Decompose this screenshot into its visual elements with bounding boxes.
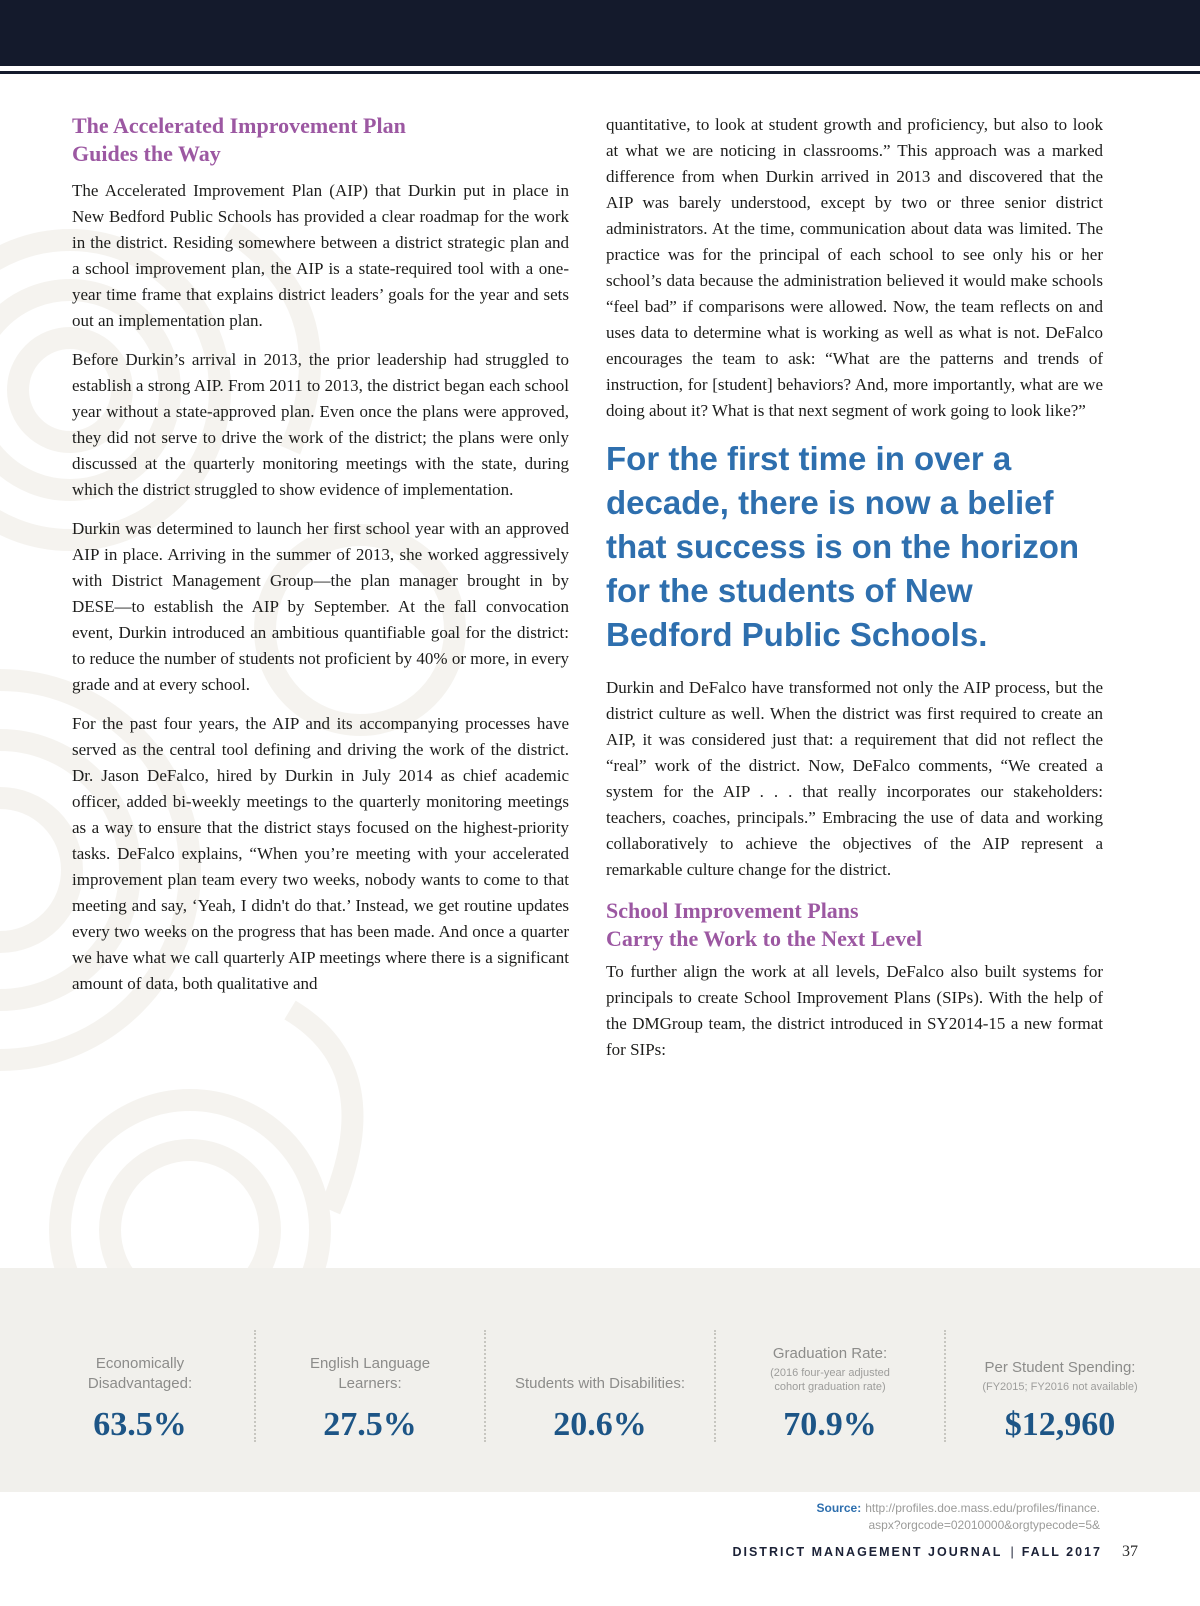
stat-label-area bbox=[486, 1330, 714, 1394]
stat-graduation-rate bbox=[716, 1330, 944, 1444]
stat-sublabel: (FY2015; FY2016 not available) bbox=[982, 1381, 1138, 1393]
source-line-1 bbox=[817, 1500, 1100, 1517]
stat-label: English Language Learners: bbox=[309, 1355, 431, 1392]
journal-name: DISTRICT MANAGEMENT JOURNAL bbox=[732, 1545, 1003, 1559]
top-banner-bar bbox=[0, 0, 1200, 66]
source-label: Source: bbox=[816, 1501, 862, 1515]
stat-label-area bbox=[256, 1330, 484, 1394]
stat-label: Graduation Rate: bbox=[772, 1345, 888, 1362]
stat-label-area bbox=[716, 1330, 944, 1394]
stat-label: Students with Disabilities: bbox=[514, 1375, 686, 1392]
section-heading-sips bbox=[606, 897, 1103, 953]
section-heading-aip bbox=[72, 112, 569, 168]
stat-label: Economically Disadvantaged: bbox=[87, 1355, 193, 1392]
stat-label: Per Student Spending: bbox=[984, 1359, 1136, 1376]
source-url-line-2: aspx?orgcode=02010000&orgtypecode=5& bbox=[868, 1518, 1100, 1532]
body-paragraph: For the past four years, the AIP and its accompanying processes have served as the central tool defining and driving the work of the district. Dr. Jason DeFalco, hired by Durkin in July 2014 as chief academic officer, added bi-weekly meetings to the quarterly monitoring meetings as a way to ensure that the district stays focused on the highest-priority tasks. DeFalco explains, “When you’re meeting with your accelerated improvement plan team every two weeks, nobody wants to come to that meeting and say, ‘Yeah, I didn't do that.’ Instead, we get routine updates every two weeks on the progress that has been made. And once a quarter we have what we call quarterly AIP meetings where there is a significant amount of data, both qualitative and bbox=[72, 714, 569, 993]
page-number: 37 bbox=[1122, 1543, 1138, 1560]
footer-separator: | bbox=[1010, 1545, 1014, 1559]
body-paragraph: Durkin was determined to launch her first school year with an approved AIP in place. Arriving in the summer of 2013, she worked aggressively with District Management Group—the plan manager brought in by DESE—to establish the AIP by September. At the fall convocation event, Durkin introduced an ambitious quantifiable goal for the district: to reduce the number of students not proficient by 40% or more, in every grade and at every school. bbox=[72, 519, 569, 694]
body-paragraph: Before Durkin’s arrival in 2013, the prior leadership had struggled to establish a strong AIP. From 2011 to 2013, the district began each school year without a state-approved plan. Even once the plans were approved, they did not serve to drive the work of the district; the plans were only discussed at the quarterly monitoring meetings with the state, during which the district struggled to show evidence of implementation. bbox=[72, 350, 569, 499]
stat-per-student-spending bbox=[946, 1330, 1174, 1444]
stat-students-with-disabilities bbox=[486, 1330, 714, 1444]
stat-value: $12,960 bbox=[1004, 1406, 1116, 1443]
stat-value: 70.9% bbox=[783, 1406, 877, 1443]
body-paragraph: To further align the work at all levels, DeFalco also built systems for principals to create School Improvement Plans (SIPs). With the help of the DMGroup team, the district introduced in SY2014-15 a new format for SIPs: bbox=[606, 962, 1103, 1059]
right-column bbox=[606, 112, 1103, 1063]
source-url-line-1: http://profiles.doe.mass.edu/profiles/finance. bbox=[865, 1501, 1100, 1515]
stat-value: 27.5% bbox=[323, 1406, 417, 1443]
stat-value: 63.5% bbox=[93, 1406, 187, 1443]
stat-value: 20.6% bbox=[553, 1406, 647, 1443]
stat-english-language-learners bbox=[256, 1330, 484, 1444]
heading-line-1: The Accelerated Improvement Plan bbox=[72, 113, 406, 138]
stat-economically-disadvantaged bbox=[26, 1330, 254, 1444]
body-paragraph: Durkin and DeFalco have transformed not only the AIP process, but the district culture as well. When the district was first required to create an AIP, it was considered just that: a requirement that did not reflect the “real” work of the district. Now, DeFalco comments, “We created a system for the AIP . . . that really incorporates our stakeholders: teachers, coaches, principals.” Embracing the use of data and working collaboratively to achieve the objectives of the AIP represent a remarkable culture change for the district. bbox=[606, 678, 1103, 879]
heading-line-2: Guides the Way bbox=[72, 141, 221, 166]
issue-label: FALL 2017 bbox=[1021, 1545, 1102, 1559]
left-column bbox=[72, 112, 569, 997]
page-footer bbox=[732, 1543, 1138, 1561]
top-rule-line bbox=[0, 71, 1200, 74]
stat-sublabel: (2016 four-year adjusted cohort graduation rate) bbox=[770, 1367, 890, 1393]
body-paragraph: quantitative, to look at student growth and proficiency, but also to look at what we are noticing in classrooms.” This approach was a marked difference from when Durkin arrived in 2013 and discovered that the AIP was barely understood, except by two or three senior district administrators. At the time, communication about data was limited. The practice was for the principal of each school to see only his or her school’s data because the administration believed it would make schools “feel bad” if comparisons were allowed. Now, the team reflects on and uses data to determine what is working as well as what is not. DeFalco encourages the team to ask: “What are the patterns and trends of instruction, for [student] behaviors? And, more importantly, what are we doing about it? What is that next segment of work going to look like?” bbox=[606, 115, 1103, 420]
stat-label-area bbox=[946, 1330, 1174, 1394]
subheading-line-2: Carry the Work to the Next Level bbox=[606, 926, 923, 951]
body-paragraph: The Accelerated Improvement Plan (AIP) that Durkin put in place in New Bedford Public Schools has provided a clear roadmap for the work in the district. Residing somewhere between a district strategic plan and a school improvement plan, the AIP is a state-required tool with a one-year time frame that explains district leaders’ goals for the year and sets out an implementation plan. bbox=[72, 181, 569, 330]
source-citation bbox=[817, 1500, 1100, 1534]
stat-label-area bbox=[26, 1330, 254, 1394]
subheading-line-1: School Improvement Plans bbox=[606, 898, 859, 923]
district-stats-band bbox=[0, 1268, 1200, 1492]
pull-quote: For the first time in over a decade, there is now a belief that success is on the horizon for the students of New Bedford Public Schools. bbox=[606, 440, 1080, 653]
